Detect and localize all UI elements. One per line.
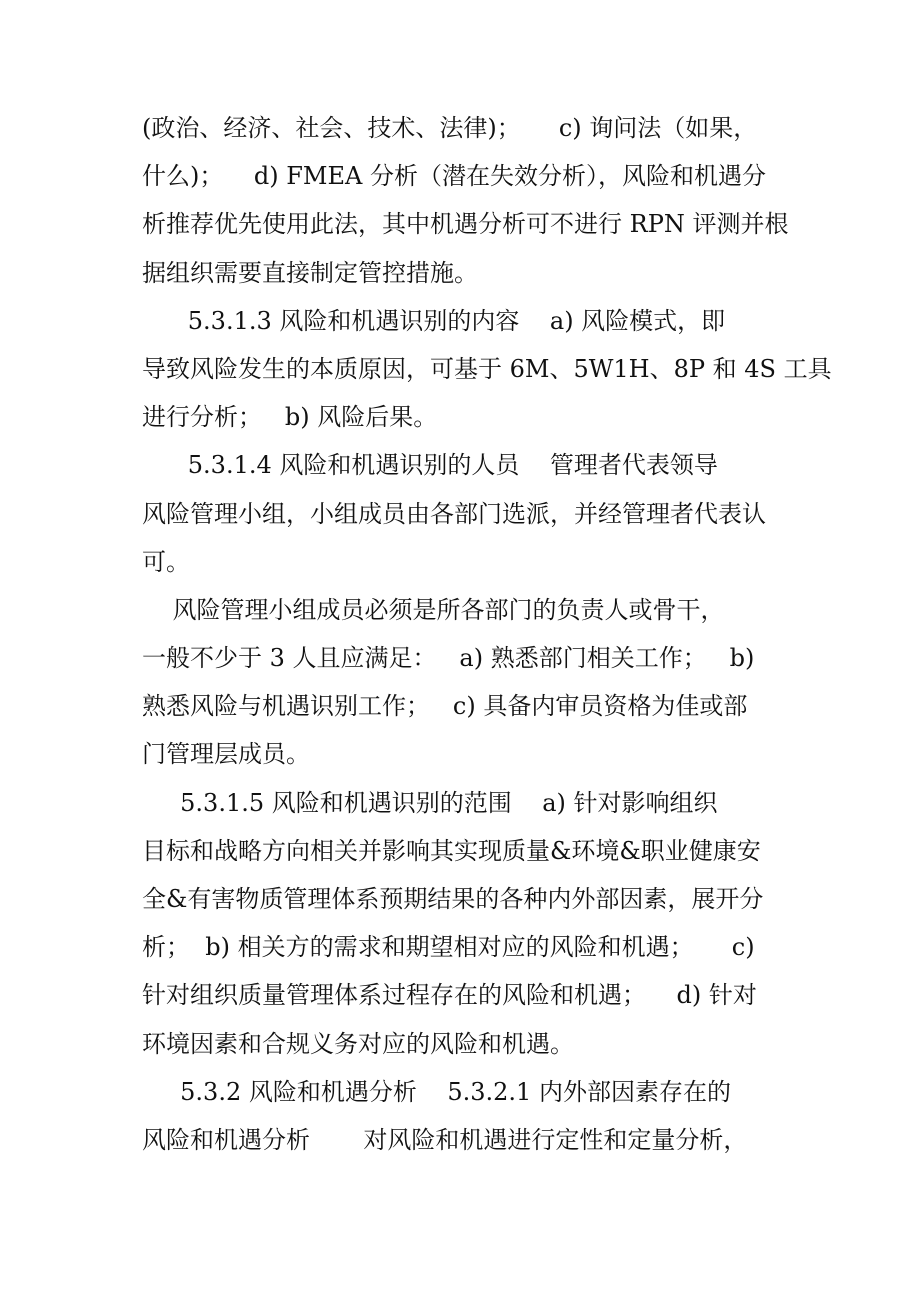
- text-line: 5.3.1.3 风险和机遇识别的内容 a) 风险模式，即: [142, 306, 726, 335]
- text-line: 一般不少于 3 人且应满足： a) 熟悉部门相关工作； b): [142, 644, 755, 673]
- text-line: 针对组织质量管理体系过程存在的风险和机遇； d) 针对: [142, 981, 757, 1010]
- text-line: 熟悉风险与机遇识别工作； c) 具备内审员资格为佳或部: [142, 692, 748, 721]
- text-line: 析推荐优先使用此法，其中机遇分析可不进行 RPN 评测并根: [142, 210, 789, 239]
- text-line: 目标和战略方向相关并影响其实现质量&环境&职业健康安: [142, 836, 761, 865]
- text-line: 可。: [142, 547, 190, 576]
- text-line: 风险管理小组成员必须是所各部门的负责人或骨干，: [142, 595, 725, 624]
- text-line: (政治、经济、社会、技术、法律)； c) 询问法（如果，: [142, 114, 758, 142]
- text-line: 据组织需要直接制定管控措施。: [142, 258, 478, 287]
- text-line: 全&有害物质管理体系预期结果的各种内外部因素，展开分: [142, 885, 764, 913]
- text-line: 析； b) 相关方的需求和期望相对应的风险和机遇； c): [142, 933, 755, 962]
- text-line: 风险和机遇分析 对风险和机遇进行定性和定量分析，: [142, 1125, 748, 1154]
- text-line: 5.3.2 风险和机遇分析 5.3.2.1 内外部因素存在的: [142, 1077, 731, 1106]
- text-line: 环境因素和合规义务对应的风险和机遇。: [142, 1029, 574, 1058]
- text-line: 门管理层成员。: [142, 740, 310, 769]
- text-line: 进行分析； b) 风险后果。: [142, 403, 438, 432]
- text-line: 导致风险发生的本质原因，可基于 6M、5W1H、8P 和 4S 工具: [142, 354, 832, 383]
- text-line: 风险管理小组，小组成员由各部门选派，并经管理者代表认: [142, 499, 766, 528]
- text-line: 5.3.1.5 风险和机遇识别的范围 a) 针对影响组织: [142, 788, 718, 817]
- text-line: 5.3.1.4 风险和机遇识别的人员 管理者代表领导: [142, 451, 718, 480]
- text-line: 什么)； d) FMEA 分析（潜在失效分析），风险和机遇分: [142, 162, 766, 191]
- document-body: [142, 104, 832, 1164]
